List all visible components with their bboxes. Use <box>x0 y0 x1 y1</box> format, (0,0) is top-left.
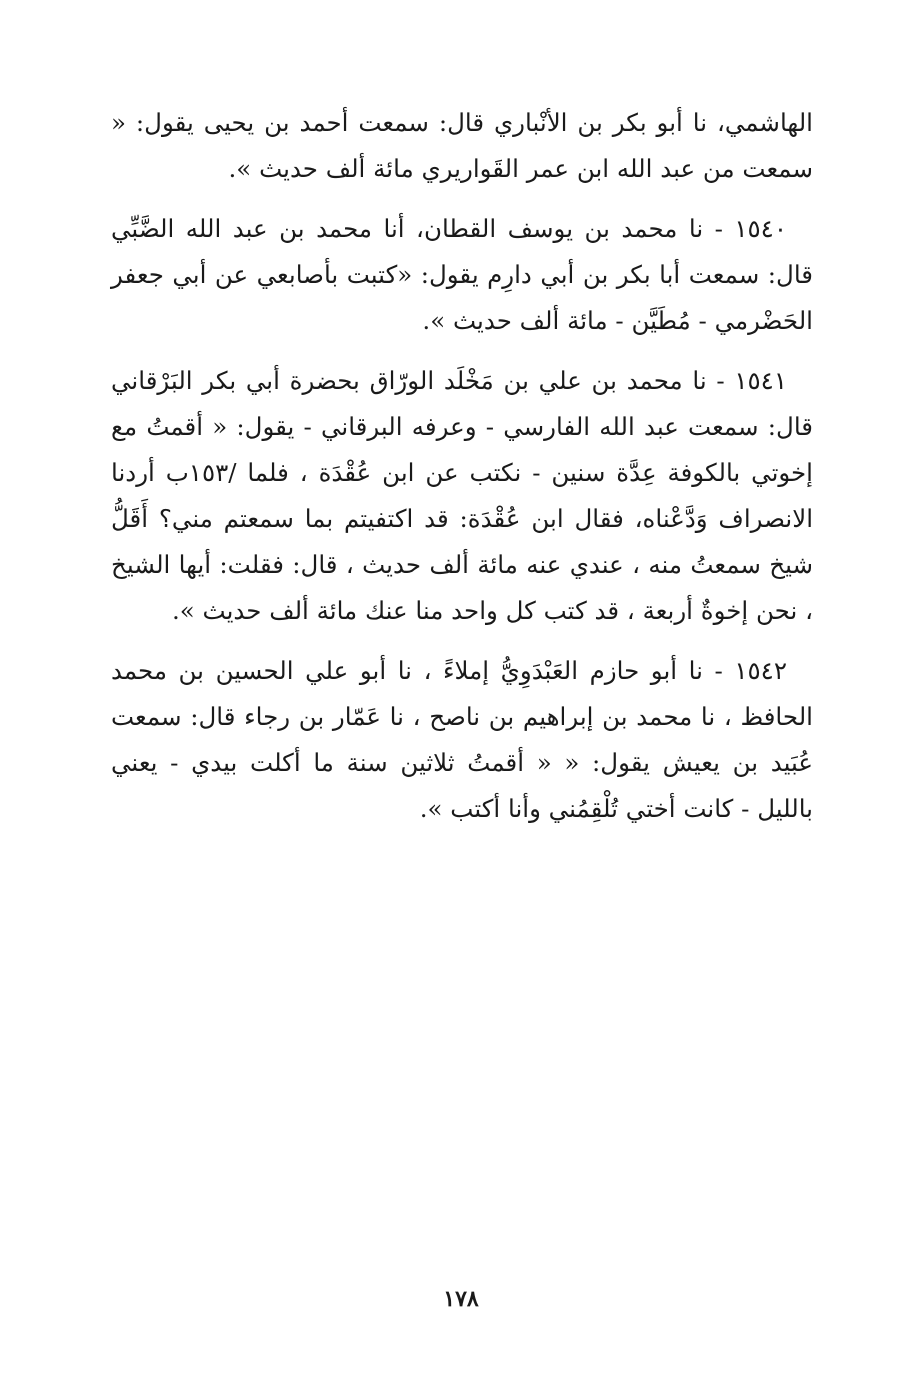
paragraph-1541: ١٥٤١ - نا محمد بن علي بن مَخْلَد الورّاق بحضرة أبي بكر البَرْقاني قال: سمعت عبد الله الفارسي - وعرفه البرقاني - يقول: « أقمتُ مع إخوتي بالكوفة عِدَّة سنين - نكتب عن ابن عُقْدَة ، فلما /١٥٣ب أردنا الانصراف وَدَّعْناه، فقال ابن عُقْدَة: قد اكتفيتم بما سمعتم مني؟ أَقَلُّ شيخ سمعتُ منه ، عندي عنه مائة ألف حديث ، قال: فقلت: أيها الشيخ ، نحن إخوةٌ أربعة ، قد كتب كل واحد منا عنك مائة ألف حديث ». <box>111 366 813 625</box>
page-number: ١٧٨ <box>443 1286 479 1312</box>
paragraph-1540: ١٥٤٠ - نا محمد بن يوسف القطان، أنا محمد بن عبد الله الضَّبِّي قال: سمعت أبا بكر بن أبي دارِم يقول: «كتبت بأصابعي عن أبي جعفر الحَضْرمي - مُطَيَّن - مائة ألف حديث ». <box>111 214 813 335</box>
paragraph-1542: ١٥٤٢ - نا أبو حازم العَبْدَوِيُّ إملاءً ، نا أبو علي الحسين بن محمد الحافظ ، نا محمد بن إبراهيم بن ناصح ، نا عَمّار بن رجاء قال: سمعت عُبَيد بن يعيش يقول: « « أقمتُ ثلاثين سنة ما أكلت بيدي - يعني بالليل - كانت أختي تُلْقِمُني وأنا أكتب ». <box>111 656 813 823</box>
page-body-text <box>111 100 813 846</box>
paragraph-continuation: الهاشمي، نا أبو بكر بن الأنْباري قال: سمعت أحمد بن يحيى يقول: « سمعت من عبد الله ابن عمر القَواريري مائة ألف حديث ». <box>111 108 813 183</box>
